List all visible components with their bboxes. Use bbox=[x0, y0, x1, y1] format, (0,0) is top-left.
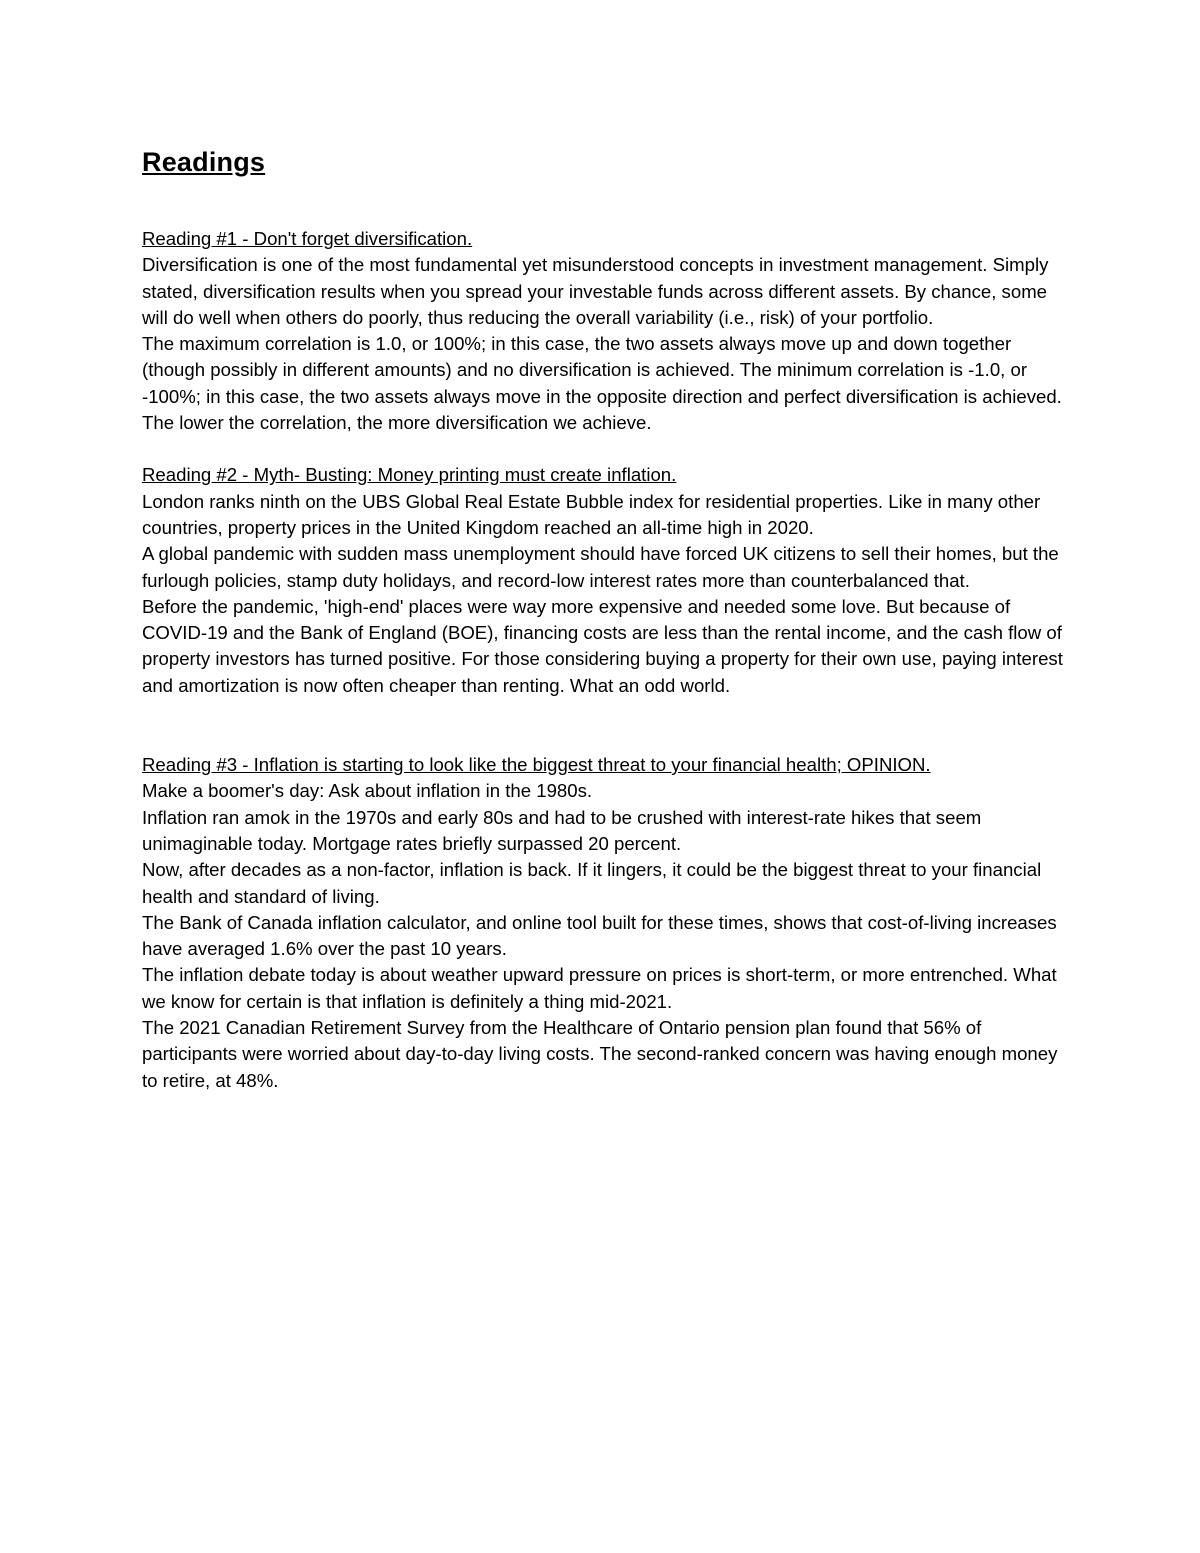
reading-3-paragraph-4: The Bank of Canada inflation calculator, and online tool built for these times, shows that cost-of-living increases have averaged 1.6% over the past 10 years. bbox=[142, 911, 1057, 960]
reading-3-heading: Reading #3 - Inflation is starting to look like the biggest threat to your financial health; OPINION. bbox=[142, 754, 931, 776]
reading-2-paragraph-3: Before the pandemic, 'high-end' places were way more expensive and needed some love. But because of COVID-19 and the Bank of England (BOE), financing costs are less than the rental income, and the cash flow of property investors has turned positive. For those considering buying a property for their own use, paying interest and amortization is now often cheaper than renting. What an odd world. bbox=[142, 595, 1063, 696]
reading-3-paragraph-3: Now, after decades as a non-factor, inflation is back. If it lingers, it could be the biggest threat to your financial health and standard of living. bbox=[142, 859, 1042, 907]
reading-1-heading: Reading #1 - Don't forget diversification. bbox=[142, 228, 473, 249]
section-spacer bbox=[142, 699, 1072, 752]
reading-2-paragraph-2: A global pandemic with sudden mass unemployment should have forced UK citizens to sell their homes, but the furlough policies, stamp duty holidays, and record-low interest rates more than counterbalanced that. bbox=[142, 543, 1059, 591]
reading-2 bbox=[142, 462, 1072, 699]
document-page bbox=[142, 140, 1072, 1094]
reading-3-paragraph-6: The 2021 Canadian Retirement Survey from the Healthcare of Ontario pension plan found that 56% of participants were worried about day-to-day living costs. The second-ranked concern was having enough money to retire, at 48%. bbox=[142, 1017, 1058, 1091]
reading-3-paragraph-5: The inflation debate today is about weather upward pressure on prices is short-term, or more entrenched. What we know for certain is that inflation is definitely a thing mid-2021. bbox=[142, 964, 1057, 1012]
section-spacer bbox=[142, 436, 1072, 462]
document-title: Readings bbox=[142, 147, 266, 177]
reading-1-paragraph-1: Diversification is one of the most fundamental yet misunderstood concepts in investment management. Simply stated, diversification results when you spread your investable funds across different assets. By chance, some will do well when others do poorly, thus reducing the overall variability (i.e., risk) of your portfolio. bbox=[142, 254, 1049, 328]
reading-1-paragraph-2: The maximum correlation is 1.0, or 100%; in this case, the two assets always move up and down together (though possibly in different amounts) and no diversification is achieved. The minimum correlation is -1.0, or -100%; in this case, the two assets always move in the opposite direction and perfect diversification is achieved. The lower the correlation, the more diversification we achieve. bbox=[142, 333, 1062, 434]
reading-1 bbox=[142, 226, 1072, 436]
reading-2-paragraph-1: London ranks ninth on the UBS Global Real Estate Bubble index for residential properties. Like in many other countries, property prices in the United Kingdom reached an all-time high in 2020. bbox=[142, 490, 1041, 538]
reading-2-heading: Reading #2 - Myth- Busting: Money printing must create inflation. bbox=[142, 464, 677, 486]
reading-3-paragraph-1: Make a boomer's day: Ask about inflation in the 1980s. bbox=[142, 780, 593, 802]
reading-3 bbox=[142, 752, 1072, 1094]
reading-3-paragraph-2: Inflation ran amok in the 1970s and early 80s and had to be crushed with interest-rate hikes that seem unimaginable today. Mortgage rates briefly surpassed 20 percent. bbox=[142, 806, 982, 854]
